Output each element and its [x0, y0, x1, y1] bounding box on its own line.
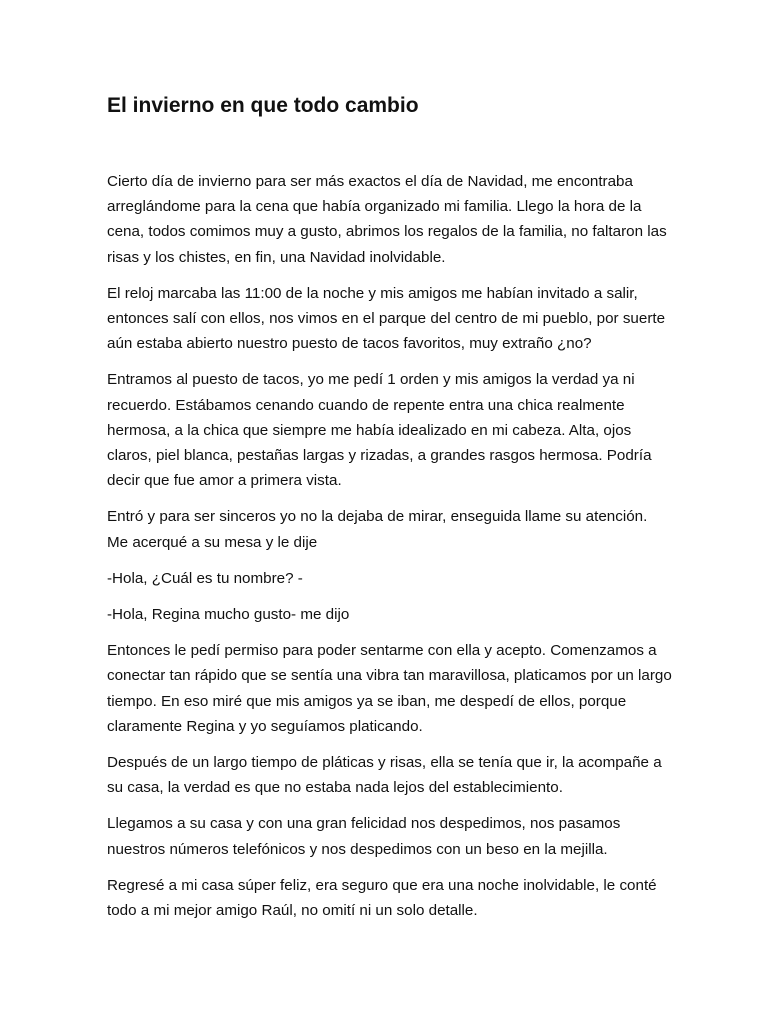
paragraph: Entramos al puesto de tacos, yo me pedí 1 orden y mis amigos la verdad ya ni recuerdo. Estábamos cenando cuando de repente entra una chica realmente hermosa, a la chica que siempre me había idealizado en mi cabeza. Alta, ojos claros, piel blanca, pestañas largas y rizadas, a grandes rasgos hermosa. Podría decir que fue amor a primera vista.: [107, 371, 652, 490]
paragraph: El reloj marcaba las 11:00 de la noche y mis amigos me habían invitado a salir, entonces salí con ellos, nos vimos en el parque del centro de mi pueblo, por suerte aún estaba abierto nuestro puesto de tacos favoritos, muy extraño ¿no?: [107, 284, 666, 353]
paragraph: Cierto día de invierno para ser más exactos el día de Navidad, me encontraba arreglándome para la cena que había organizado mi familia. Llego la hora de la cena, todos comimos muy a gusto, abrimos los regalos de la familia, no faltaron las risas y los chistes, en fin, una Navidad inolvidable.: [107, 173, 667, 266]
paragraph: Entró y para ser sinceros yo no la dejaba de mirar, enseguida llame su atención. Me acerqué a su mesa y le dije: [107, 508, 648, 551]
dialogue-line: -Hola, ¿Cuál es tu nombre? -: [107, 569, 303, 587]
paragraph: Después de un largo tiempo de pláticas y risas, ella se tenía que ir, la acompañe a su casa, la verdad es que no estaba nada lejos del establecimiento.: [107, 754, 662, 797]
paragraph: Llegamos a su casa y con una gran felicidad nos despedimos, nos pasamos nuestros números telefónicos y nos despedimos con un beso en la mejilla.: [107, 815, 621, 858]
document-body: [107, 169, 672, 934]
document-title: El invierno en que todo cambio: [107, 94, 419, 117]
paragraph: Entonces le pedí permiso para poder sentarme con ella y acepto. Comenzamos a conectar tan rápido que se sentía una vibra tan maravillosa, platicamos por un largo tiempo. En eso miré que mis amigos ya se iban, me despedí de ellos, porque claramente Regina y yo seguíamos platicando.: [107, 642, 672, 735]
paragraph: Regresé a mi casa súper feliz, era seguro que era una noche inolvidable, le conté todo a mi mejor amigo Raúl, no omití ni un solo detalle.: [107, 876, 657, 920]
dialogue-line: -Hola, Regina mucho gusto- me dijo: [107, 606, 350, 624]
